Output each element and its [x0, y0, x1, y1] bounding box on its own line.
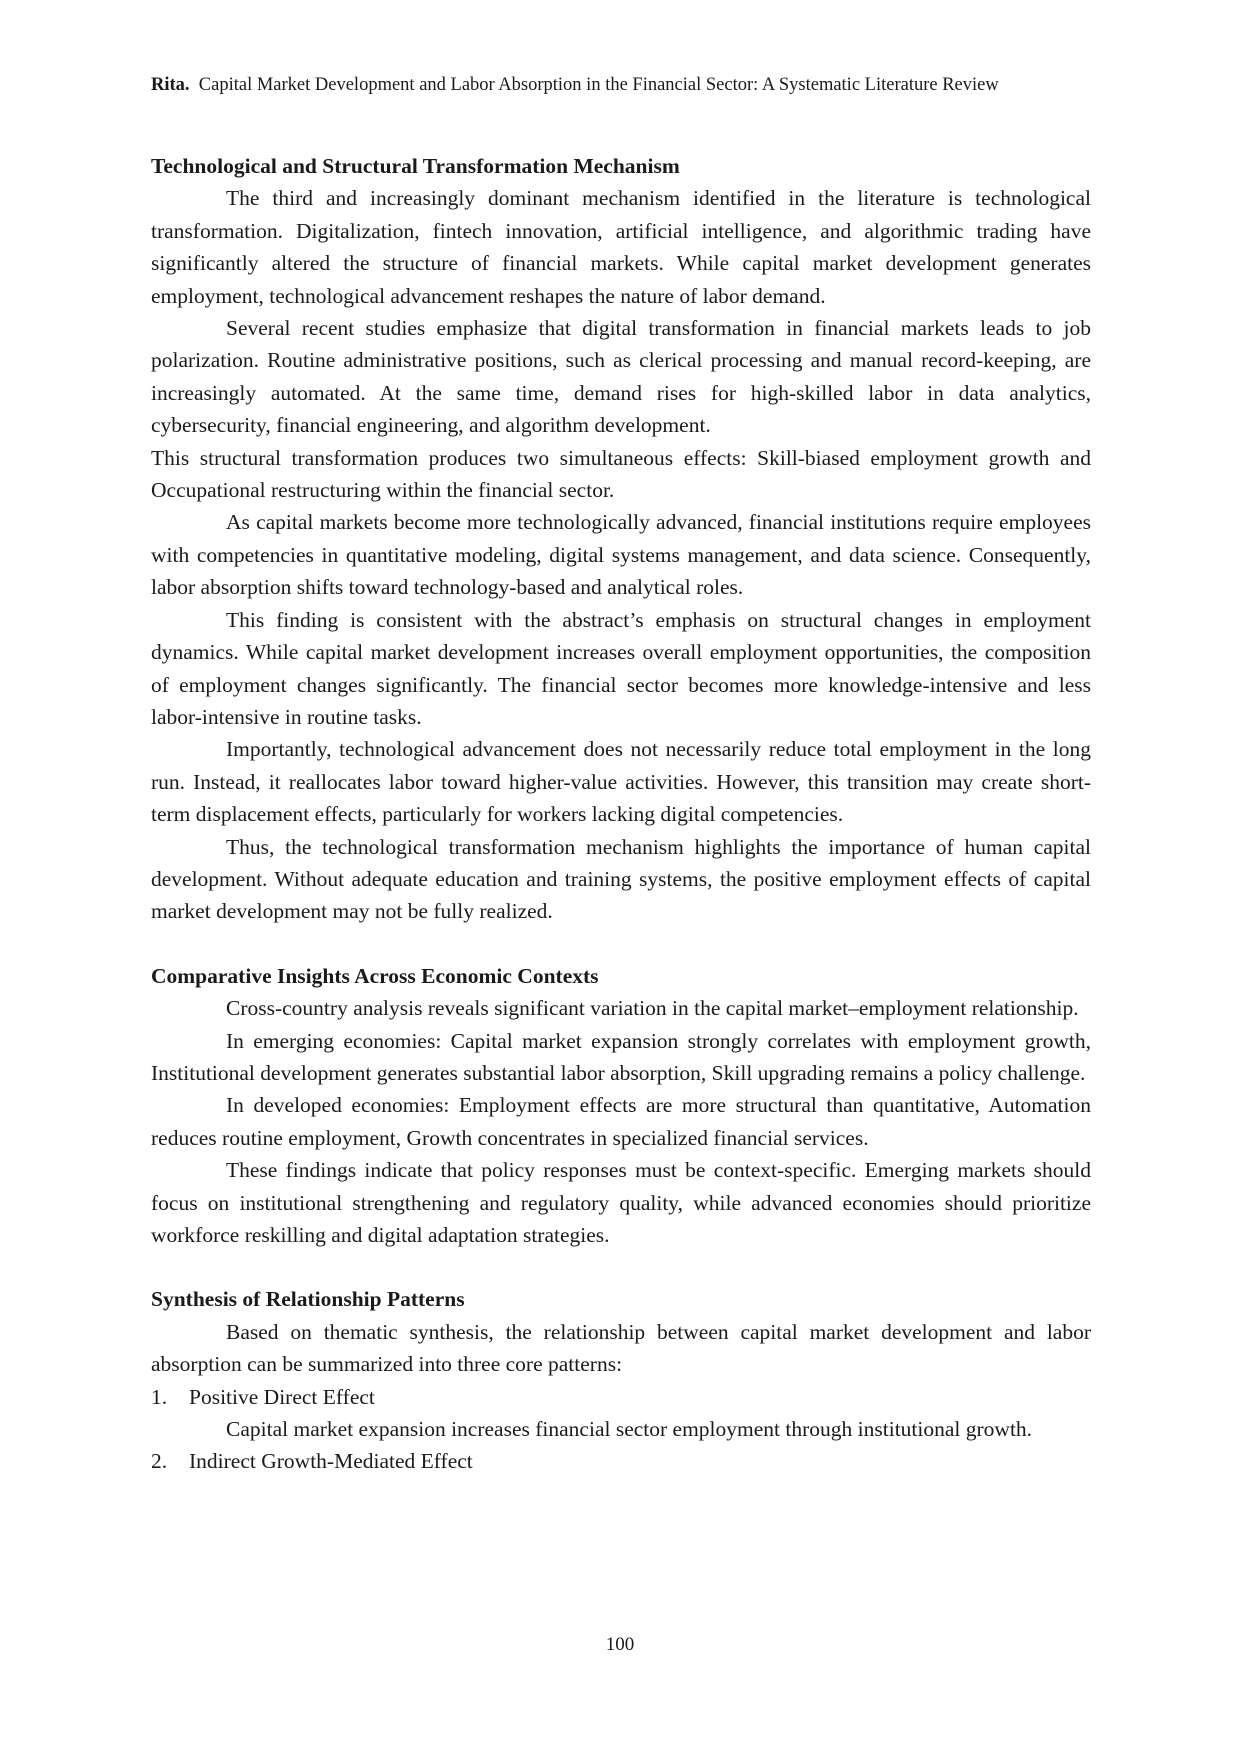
- paragraph: This finding is consistent with the abstract’s emphasis on structural changes in employment dynamics. While capital market development increases overall employment opportunities, the composition of employment changes significantly. The financial sector becomes more knowledge-intensive and less labor-intensive in routine tasks.: [151, 607, 1091, 729]
- header-title: Capital Market Development and Labor Absorption in the Financial Sector: A Systematic Literature Review: [198, 75, 999, 95]
- article-body: [151, 150, 1091, 1478]
- paragraph: Thus, the technological transformation mechanism highlights the importance of human capital development. Without adequate education and training systems, the positive employment effects of capital market development may not be fully realized.: [151, 834, 1091, 924]
- paragraph: This structural transformation produces two simultaneous effects: Skill-biased employment growth and Occupational restructuring within the financial sector.: [151, 445, 1091, 503]
- section-heading: Comparative Insights Across Economic Contexts: [151, 963, 599, 988]
- list-item: [151, 1445, 1091, 1477]
- list-item-description: Capital market expansion increases financial sector employment through institutional growth.: [226, 1417, 1033, 1442]
- paragraph: In developed economies: Employment effects are more structural than quantitative, Automation reduces routine employment, Growth concentrates in specialized financial services.: [151, 1093, 1091, 1150]
- page-number: 100: [605, 1634, 635, 1655]
- paragraph: Based on thematic synthesis, the relationship between capital market development and labor absorption can be summarized into three core patterns:: [151, 1319, 1091, 1377]
- section-spacer: [151, 1251, 1091, 1283]
- section-heading: Technological and Structural Transformation Mechanism: [151, 154, 680, 178]
- section-technological-transformation: [151, 150, 1091, 928]
- section-heading: Synthesis of Relationship Patterns: [151, 1287, 465, 1312]
- list-number: 2.: [151, 1449, 168, 1474]
- paragraph: As capital markets become more technologically advanced, financial institutions require employees with competencies in quantitative modeling, digital systems management, and data science. Consequently, labor absorption shifts toward technology-based and analytical roles.: [151, 510, 1091, 600]
- header-author: Rita.: [151, 75, 190, 95]
- paragraph: In emerging economies: Capital market expansion strongly correlates with employment growth, Institutional development generates substantial labor absorption, Skill upgrading remains a policy challenge.: [151, 1028, 1091, 1085]
- paragraph: Several recent studies emphasize that digital transformation in financial markets leads to job polarization. Routine administrative positions, such as clerical processing and manual record-keeping, are increasingly automated. At the same time, demand rises for high-skilled labor in data analytics, cybersecurity, financial engineering, and algorithm development.: [151, 316, 1091, 438]
- list-label: Positive Direct Effect: [189, 1384, 375, 1409]
- section-comparative-insights: [151, 960, 1091, 1252]
- list-label: Indirect Growth-Mediated Effect: [189, 1449, 473, 1474]
- section-spacer: [151, 928, 1091, 960]
- list-item: [151, 1381, 1091, 1413]
- paragraph: These findings indicate that policy responses must be context-specific. Emerging markets should focus on institutional strengthening and regulatory quality, while advanced economies should prioritize workforce reskilling and digital adaptation strategies.: [151, 1158, 1091, 1247]
- paragraph: Cross-country analysis reveals significant variation in the capital market–employment relationship.: [226, 996, 1079, 1021]
- running-header: [151, 72, 1091, 98]
- section-synthesis-patterns: [151, 1283, 1091, 1477]
- list-number: 1.: [151, 1384, 168, 1409]
- paragraph: The third and increasingly dominant mechanism identified in the literature is technological transformation. Digitalization, fintech innovation, artificial intelligence, and algorithmic trading have significantly altered the structure of financial markets. While capital market development generates employment, technological advancement reshapes the nature of labor demand.: [151, 186, 1091, 308]
- paragraph: Importantly, technological advancement does not necessarily reduce total employment in the long run. Instead, it reallocates labor toward higher-value activities. However, this transition may create short-term displacement effects, particularly for workers lacking digital competencies.: [151, 737, 1091, 827]
